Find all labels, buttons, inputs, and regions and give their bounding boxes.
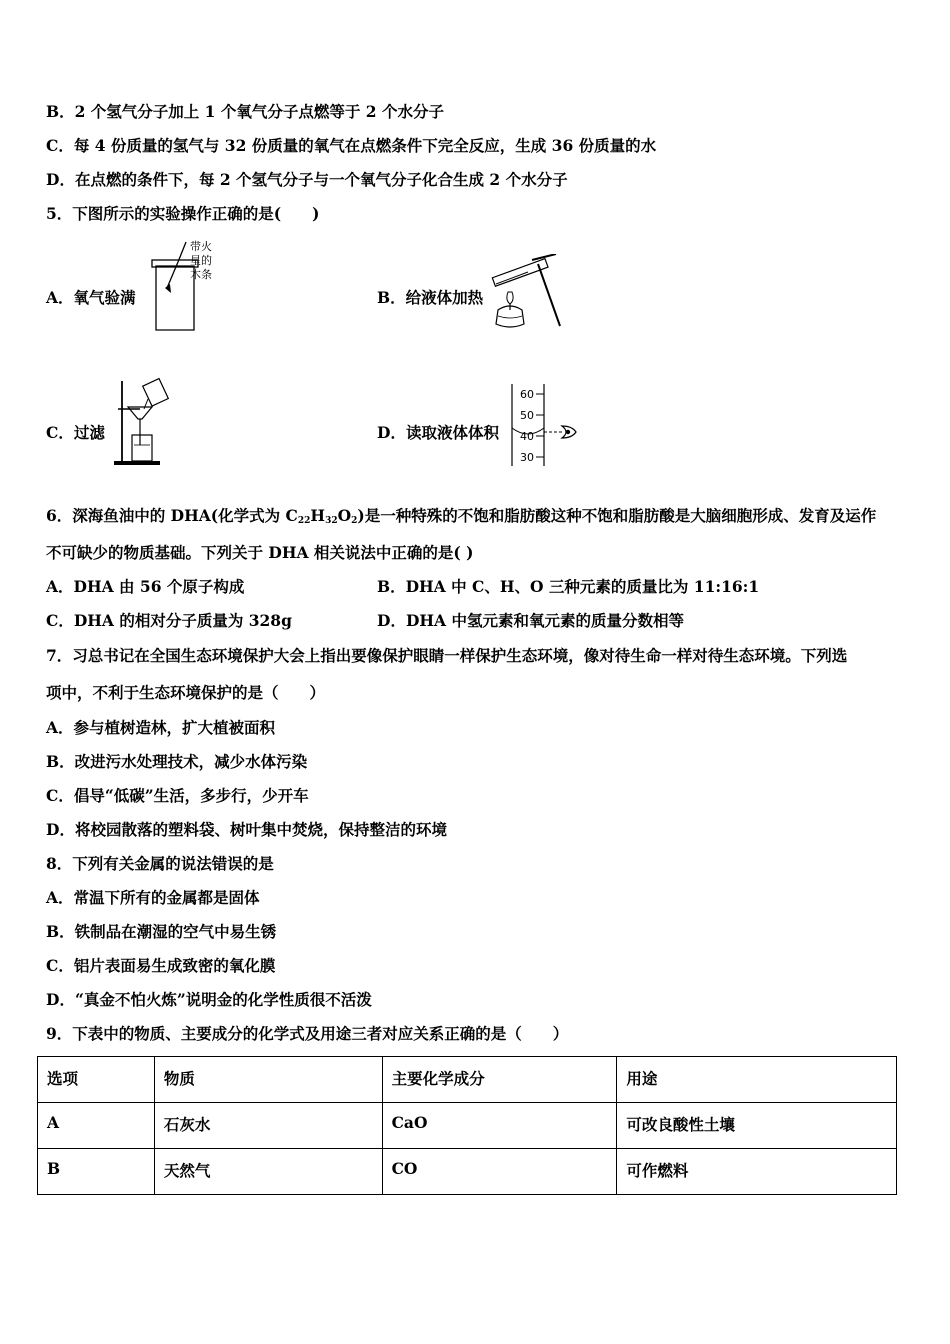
table-header-cell: 物质 (154, 1057, 382, 1103)
q5-stem: 5．下图所示的实验操作正确的是( ) (46, 204, 320, 223)
q4-option-d: D．在点燃的条件下，每 2 个氢气分子与一个氧气分子化合生成 2 个水分子 (46, 170, 568, 189)
table-header-cell: 主要化学成分 (382, 1057, 617, 1103)
q6-option-a: A．DHA 由 56 个原子构成 (46, 577, 245, 596)
q8-option-c: C．铝片表面易生成致密的氧化膜 (46, 956, 276, 975)
q5-option-c: C．过滤 (46, 423, 105, 442)
q9-table (37, 1056, 897, 1195)
graduated-cylinder-figure (504, 382, 584, 466)
q4-option-b: B．2 个氢气分子加上 1 个氧气分子点燃等于 2 个水分子 (46, 102, 444, 121)
table-header-row (38, 1057, 897, 1103)
q6-sub-h: 32 (325, 516, 338, 526)
q4-option-c: C．每 4 份质量的氢气与 32 份质量的氧气在点燃条件下完全反应，生成 36 份质量的水 (46, 136, 657, 155)
figure-label-line-1: 带火 (190, 240, 212, 253)
oxygen-test-figure (148, 236, 223, 334)
cylinder-tick-40: 40 (520, 430, 534, 443)
q6-option-b: B．DHA 中 C、H、O 三种元素的质量比为 11:16:1 (377, 577, 760, 596)
q6-stem-post: )是一种特殊的不饱和脂肪酸这种不饱和脂肪酸是大脑细胞形成、发育及运作 (357, 506, 877, 525)
q8-stem: 8．下列有关金属的说法错误的是 (46, 854, 274, 873)
cylinder-tick-30: 30 (520, 451, 534, 464)
q7-stem-line-2: 项中，不利于生态环境保护的是（ ） (46, 683, 326, 702)
q6-o: O (337, 506, 352, 525)
table-cell: A (38, 1103, 155, 1149)
figure-label-line-3: 木条 (190, 268, 212, 281)
q6-sub-c: 22 (297, 516, 311, 526)
table-header-cell: 选项 (38, 1057, 155, 1103)
q6-stem-pre: 6．深海鱼油中的 DHA(化学式为 C (46, 506, 298, 525)
q5-option-b: B．给液体加热 (377, 288, 484, 307)
q9-stem: 9．下表中的物质、主要成分的化学式及用途三者对应关系正确的是（ ） (46, 1024, 569, 1043)
filtration-figure (112, 377, 170, 467)
table-row (38, 1103, 897, 1149)
q7-option-c: C．倡导“低碳”生活，多步行，少开车 (46, 786, 309, 805)
table-cell: 可作燃料 (617, 1149, 897, 1195)
table-cell: 可改良酸性土壤 (617, 1103, 897, 1149)
table-cell: CO (382, 1149, 617, 1195)
q6-h: H (310, 506, 326, 525)
q8-option-a: A．常温下所有的金属都是固体 (46, 888, 260, 907)
q7-option-d: D．将校园散落的塑料袋、树叶集中焚烧，保持整洁的环境 (46, 820, 447, 839)
table-cell: 天然气 (154, 1149, 382, 1195)
q6-sub-o: 2 (351, 516, 358, 526)
cylinder-tick-60: 60 (520, 388, 534, 401)
q8-option-d: D．“真金不怕火炼”说明金的化学性质很不活泼 (46, 990, 372, 1009)
table-cell: B (38, 1149, 155, 1195)
q5-option-d: D．读取液体体积 (377, 423, 499, 442)
q6-stem-line-2: 不可缺少的物质基础。下列关于 DHA 相关说法中正确的是( ) (46, 543, 474, 562)
table-cell: 石灰水 (154, 1103, 382, 1149)
q5-option-a: A．氧气验满 (46, 288, 136, 307)
q6-option-d: D．DHA 中氢元素和氧元素的质量分数相等 (377, 611, 684, 630)
table-header-cell: 用途 (617, 1057, 897, 1103)
q7-option-b: B．改进污水处理技术，减少水体污染 (46, 752, 308, 771)
q6-option-c: C．DHA 的相对分子质量为 328g (46, 611, 292, 630)
q7-stem-line-1: 7．习总书记在全国生态环境保护大会上指出要像保护眼睛一样保护生态环境，像对待生命一样对待生态环境。下列选 (46, 646, 848, 665)
liquid-heating-figure (488, 254, 564, 334)
figure-label-line-2: 星的 (190, 254, 212, 267)
q6-stem-line-1 (46, 506, 876, 526)
table-row (38, 1149, 897, 1195)
cylinder-tick-50: 50 (520, 409, 534, 422)
table-cell: CaO (382, 1103, 617, 1149)
q7-option-a: A．参与植树造林，扩大植被面积 (46, 718, 276, 737)
q8-option-b: B．铁制品在潮湿的空气中易生锈 (46, 922, 277, 941)
